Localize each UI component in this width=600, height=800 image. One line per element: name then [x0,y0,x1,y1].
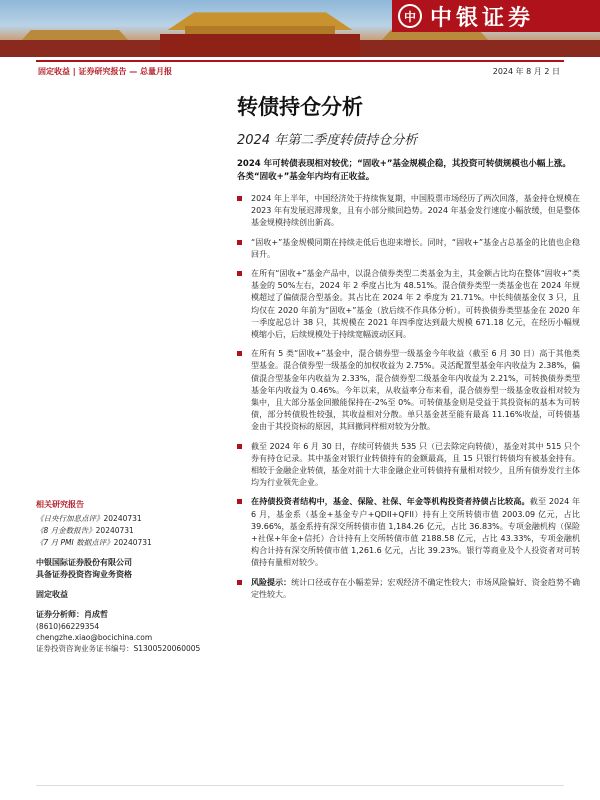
analyst-certificate: 证券投资咨询业务证书编号：S1300520060005 [36,644,201,653]
analyst-phone: (8610)66229354 [36,622,100,631]
page-subtitle: 2024 年第二季度转债持仓分析 [237,133,418,148]
company-name: 中银国际证券股份有限公司 [36,558,132,567]
key-points-list [237,193,580,608]
company-qualification: 具备证券投资咨询业务资格 [36,570,132,579]
sidebar [36,499,206,654]
bullet-square-icon [237,271,242,276]
bullet-square-icon [237,240,242,245]
brand-logo [392,0,600,32]
analyst-email[interactable]: chengzhe.xiao@bocichina.com [36,633,153,642]
bullet-square-icon [237,196,242,201]
header-banner [0,0,600,57]
logo-text: 中银证券 [430,5,535,31]
page-title: 转债持仓分析 [237,95,363,119]
section-label: 固定收益 [36,590,68,599]
page-bottom-rule [36,785,564,786]
report-date: 2024 年 8 月 2 日 [492,67,560,76]
key-point: “固收+”基金规模同期在持续走低后也迎来增长。同时，“固收+”基金占总基金的比值也企稳回升。 [237,237,580,261]
related-report-link[interactable]: 《7 月 PMI 数据点评》20240731 [36,538,152,547]
key-point: 在所有 5 类“固收+”基金中，混合债券型一级基金今年收益（截至 6 月 30 日）高于其他类型基金。混合债券型一级基金的加权收益为 2.75%。灵活配置型基金年内收益为 2.38%，偏债混合型基金年内收益为 2.33%，混合债券型二级基金年内收益为 2.21%，可转换债券类型基金年内收益为 0.46%。今年以来，从收益率分布来看，混合债券型一级基金收益相对较为集中，且大部分基金回撤能保持在-2%至 0%。可转债基金则是受益于其投资标的基本为可转债，部分转债股性较强，其收益相对分散。单只基金甚至能有最高 11.16%收益，可转债基金由于其投资标的原因，其回撤同样相对较为分散。 [237,348,580,433]
palace-hall [160,34,360,57]
logo-icon: 中 [398,4,422,28]
key-point: 在所有“固收+”基金产品中，以混合债券类型二类基金为主，其金额占比均在整体“固收+”类基金的 50%左右，2024 年 2 季度占比为 48.51%。混合债券类型一类基金也在 2024 年规模超过了偏债混合型基金。其占比在 2024 年 2 季度为 21.71%。中长纯债基金仅 3 只，且均仅在 2020 年前为“固收+”基金（放后续不作具体分析）。可转换债券类型基金在 2020 年一季度起总计 38 只，其规模在 2021 年四季度达到最大规模 671.18 亿元，在经历小幅规模缩小后，后续规模处于持续宽幅波动区间。 [237,268,580,341]
category-bar [36,63,564,79]
lead-summary: 2024 年可转债表现相对较优；“固收+”基金规模企稳，其投资可转债规模也小幅上涨。各类“固收+”基金年内均有正收益。 [237,159,571,182]
bullet-square-icon [237,580,242,585]
bullet-square-icon [237,351,242,356]
key-point: 在持债投资者结构中，基金、保险、社保、年金等机构投资者持债占比较高。截至 2024 年 6 月，基金系（基金+基金专户+QDII+QFII）持有上交所转债市值 2003.09 亿元，占比 39.66%，基金系持有深交所转债市值 1,184.26 亿元，占比 36.83%。专项金融机构（保险+社保+年金+信托）合计持有上交所转债市值 2188.58 亿元，占比 43.33%，专项金融机构合计持有深交所转债市值 1,261.6 亿元，占比 39.23%。银行等商业及个人投资者对可转债持有量相对较少。 [237,496,580,569]
related-report-link[interactable]: 《8 月金数报告》20240731 [36,526,134,535]
report-category: 固定收益 | 证券研究报告 — 总量月报 [38,67,173,76]
related-report-link[interactable]: 《日央行加息点评》20240731 [36,514,142,523]
key-point: 2024 年上半年，中国经济处于持续恢复期，中国股票市场经历了两次回落，基金持仓规模在 2023 年有发展迟滞现象，且有小部分赎回趋势。2024 年基金发行速度小幅放缓，但是整体基金规模持续创出新高。 [237,193,580,230]
header-divider [36,60,564,62]
related-reports-title: 相关研究报告 [36,500,84,509]
key-point: 截至 2024 年 6 月 30 日，存续可转债共 535 只（已去除定向转债），基金对其中 515 只个券有持仓记录。其中基金对银行业转债持有的金额最高，且 15 只银行转债均有被基金持有。相较于金融企业转债，基金对前十大非金融企业可转债持有量相对较少，且所有债券发行主体均为行业领先企业。 [237,441,580,490]
bullet-square-icon [237,444,242,449]
key-point: 风险提示：统计口径或存在小幅差异；宏观经济不确定性较大；市场风险偏好、资金趋势不确定性较大。 [237,577,580,601]
analyst-name: 证券分析师：肖成哲 [36,610,108,619]
bullet-square-icon [237,499,242,504]
